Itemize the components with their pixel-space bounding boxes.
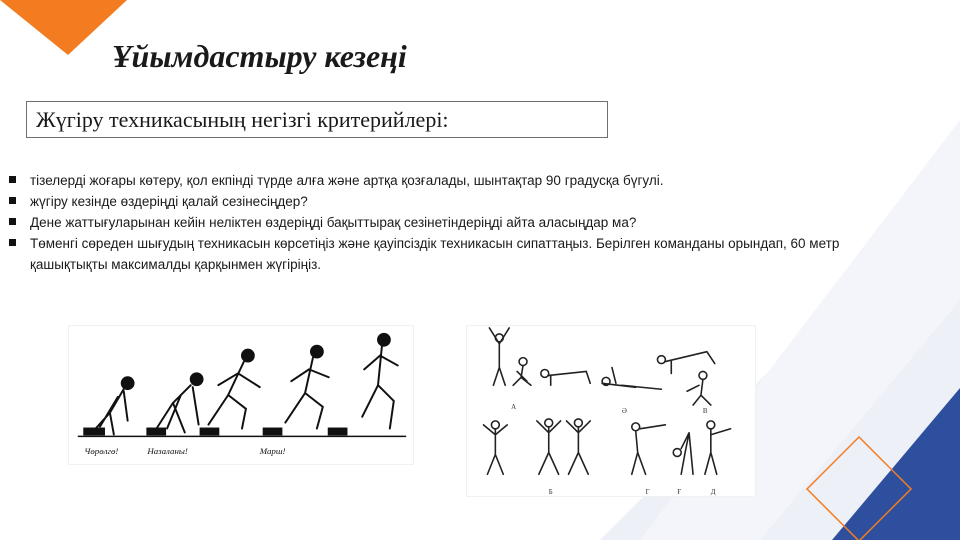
label-g: Г: [645, 489, 650, 496]
label-gh: Ғ: [677, 489, 682, 496]
caption-set: Назаланы!: [147, 446, 188, 457]
bullet-icon: [9, 176, 16, 183]
list-item: [8, 212, 908, 233]
label-a: А: [511, 404, 517, 412]
label-b: Б: [548, 489, 553, 496]
orange-triangle-shape: [0, 0, 127, 55]
label-v: В: [702, 407, 708, 415]
bullet-text: жүгіру кезінде өздеріңді қалай сезінесіңдер?: [30, 194, 308, 209]
caption-on-your-marks: Чөрөлгө!: [84, 446, 119, 457]
exercises-drawing: [467, 326, 755, 496]
bullet-text: тізелерді жоғары көтеру, қол екпінді түрде алға және артқа қозғалады, шынтақтар 90 градусқа бүгулі.: [30, 173, 664, 188]
list-item: [8, 170, 908, 191]
label-ae: Ә: [621, 407, 627, 415]
bullet-text: Дене жаттығуларынан кейін неліктен өздеріңді бақыттырақ сезінетіндеріңді айта аласыңдар ма?: [30, 215, 637, 230]
sprint-start-drawing: [69, 326, 413, 464]
list-item: [8, 191, 908, 212]
bullet-icon: [9, 218, 16, 225]
bullet-icon: [9, 239, 16, 246]
caption-go: Марш!: [259, 446, 286, 457]
sprint-start-sequence-image: [68, 325, 414, 465]
bullet-icon: [9, 197, 16, 204]
gymnastics-exercises-image: [466, 325, 756, 497]
subtitle-box: [26, 101, 608, 138]
bullet-list: [8, 170, 908, 275]
bullet-text: Төменгі сөреден шығудың техникасын көрсетіңіз және қауіпсіздік техникасын сипаттаңыз. Берілген команданы орындап, 60 метр қашықтықты максималды қарқынмен жүгіріңіз.: [30, 236, 840, 272]
label-d: Д: [710, 489, 716, 496]
slide-title: Ұйымдастыру кезеңі: [112, 38, 407, 74]
list-item: [8, 233, 908, 275]
subtitle-text: Жүгіру техникасының негізгі критерийлері:: [36, 107, 449, 132]
